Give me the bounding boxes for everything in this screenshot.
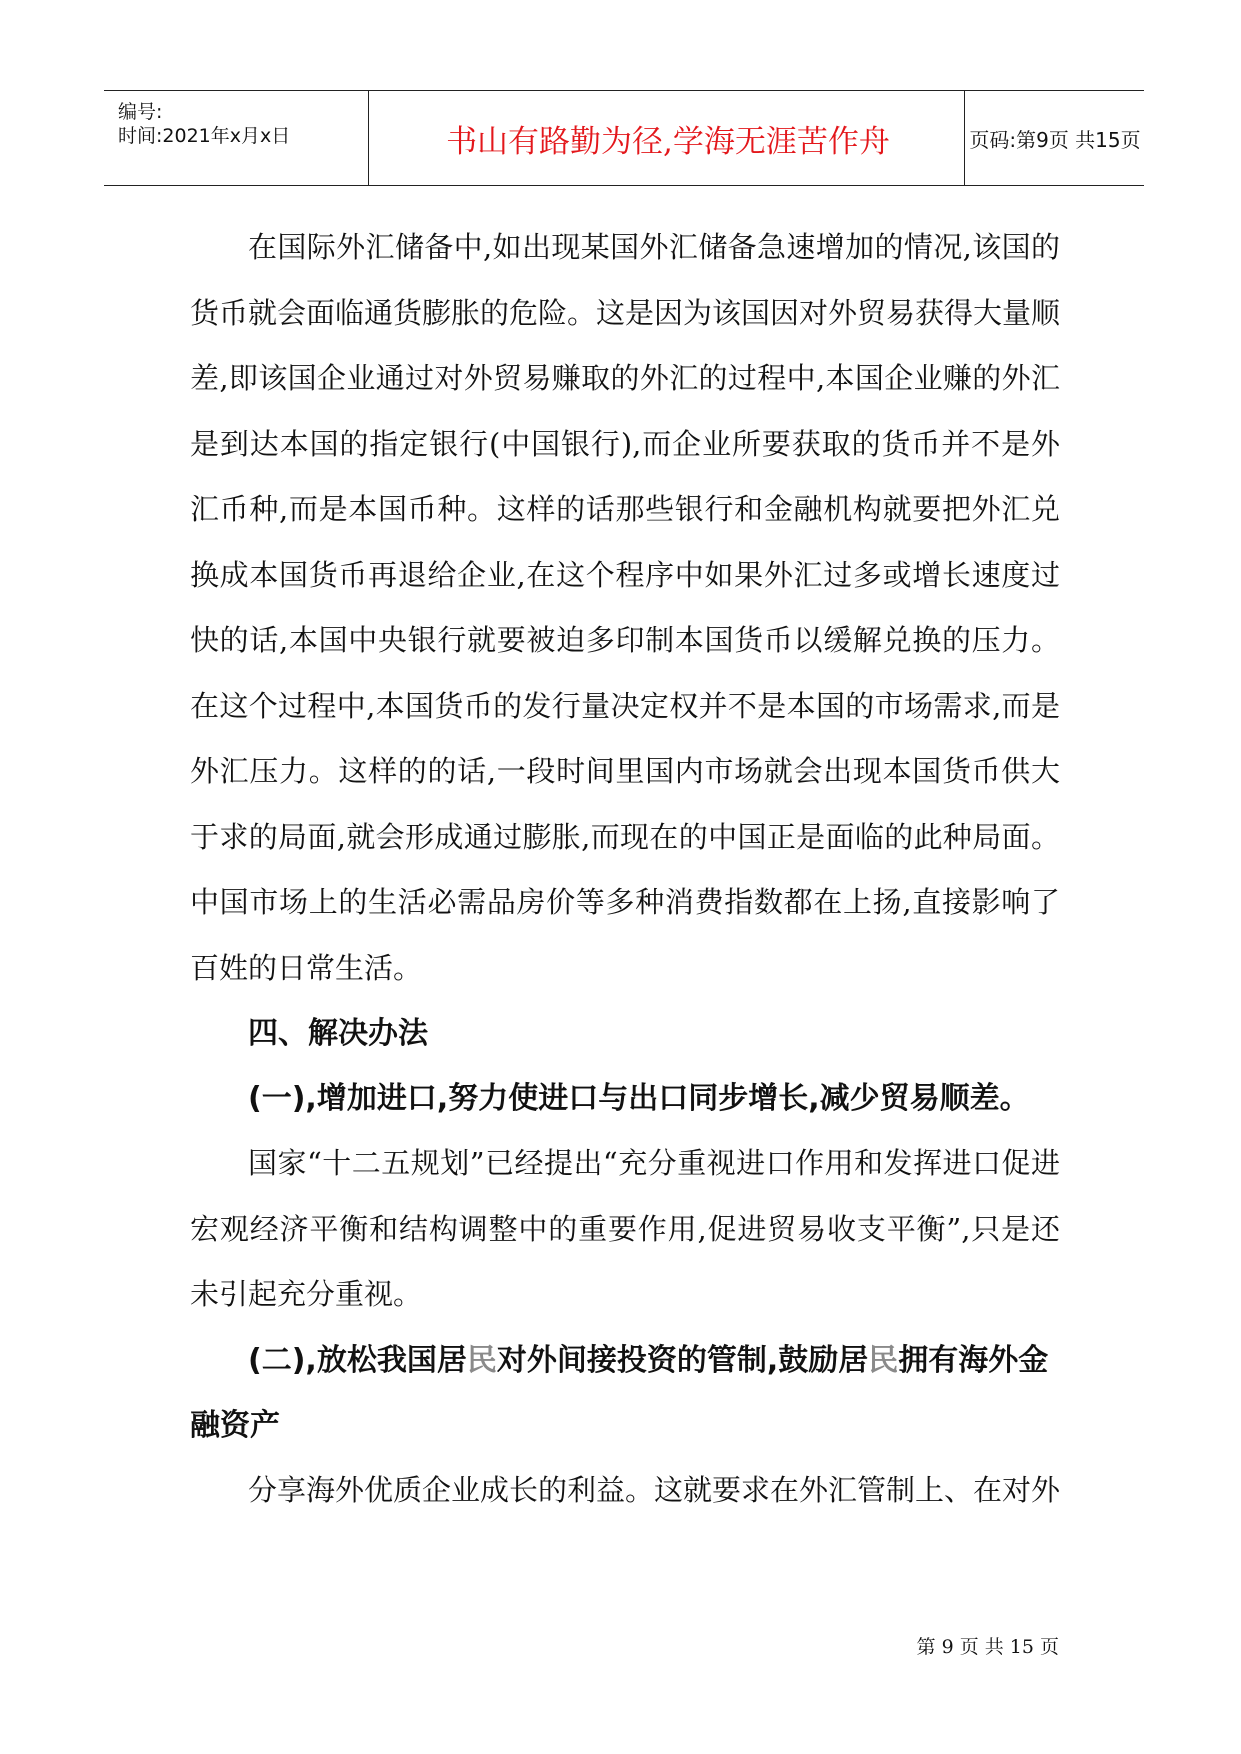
document-time-label: 时间:2021年x月x日 [118, 125, 291, 147]
header-divider-left [368, 91, 369, 185]
header-motto: 书山有路勤为径,学海无涯苦作舟 [446, 123, 890, 160]
paragraph-inflation: 在国际外汇储备中,如出现某国外汇储备急速增加的情况,该国的货币就会面临通货膨胀的危险。这是因为该国因对外贸易获得大量顺差,即该国企业通过对外贸易赚取的外汇的过程中,本国企业赚的外汇是到达本国的指定银行(中国银行),而企业所要获取的货币并不是外汇币种,而是本国币种。这样的话那些银行和金融机构就要把外汇兑换成本国货币再退给企业,在这个程序中如果外汇过多或增长速度过快的话,本国中央银行就要被迫多印制本国货币以缓解兑换的压力。在这个过程中,本国货币的发行量决定权并不是本国的市场需求,而是外汇压力。这样的的话,一段时间里国内市场就会出现本国货币供大于求的局面,就会形成通过膨胀,而现在的中国正是面临的此种局面。中国市场上的生活必需品房价等多种消费指数都在上扬,直接影响了百姓的日常生活。 [190, 230, 1061, 985]
subheading-gray-char: 民 [466, 1342, 497, 1378]
document-body [190, 215, 1060, 1523]
section-heading-solutions: 四、解决办法 [248, 1016, 428, 1051]
subheading-part: 对外间接投资的管制,鼓励居 [496, 1342, 869, 1378]
paragraph-five-year-plan: 国家“十二五规划”已经提出“充分重视进口作用和发挥进口促进宏观经济平衡和结构调整中的重要作用,促进贸易收支平衡”,只是还未引起充分重视。 [190, 1146, 1060, 1311]
subheading-increase-imports: (一),增加进口,努力使进口与出口同步增长,减少贸易顺差。 [248, 1081, 1030, 1116]
header-divider-right [964, 91, 965, 185]
header-motto-cell [372, 91, 964, 185]
paragraph-overseas-assets: 分享海外优质企业成长的利益。这就要求在外汇管制上、在对外 [248, 1472, 1061, 1507]
header-page-label: 页码:第9页 共15页 [969, 127, 1141, 152]
subheading-part: (二),放松我国居 [248, 1342, 467, 1378]
page-footer: 第 9 页 共 15 页 [916, 1636, 1059, 1658]
subheading-gray-char: 民 [868, 1342, 899, 1378]
document-number-label: 编号: [118, 101, 163, 123]
subheading-part: 拥有海外金融资产 [190, 1342, 1049, 1443]
header-meta [118, 91, 368, 185]
page-header [104, 90, 1144, 186]
subheading-relax-controls [190, 1328, 1060, 1458]
